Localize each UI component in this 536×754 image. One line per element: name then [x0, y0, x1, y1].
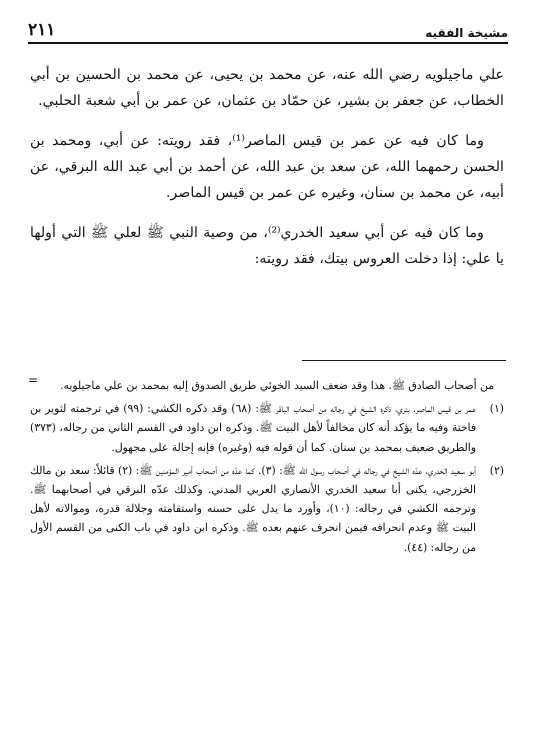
paragraph: وما كان فيه عن عمر بن قيس الماصر⁽¹⁾، فقد رويته: عن أبي، ومحمد بن الحسن رحمهما الله، عن سعد بن عبد الله، عن أحمد بن أبي عبد الله البرقي، عن أبيه، عن محمد بن سنان، وغيره عن عمر بن قيس الماصر. — [30, 133, 504, 201]
footnote-continuation: من أصحاب الصادق ﷺ. هذا وقد ضعف السيد الخوئي طريق الصدوق إليه بمحمد بن علي ماجيلويه. — [60, 379, 494, 392]
running-title: مشيخة الفقيه — [425, 26, 508, 40]
main-text — [30, 62, 504, 280]
footnotes — [30, 376, 504, 561]
footnote-number: (٢) — [489, 463, 504, 477]
page-number: ٢١١ — [28, 20, 56, 40]
footnote — [30, 461, 504, 557]
footnote-text: عمر بن قيس الماصر، بتري، ذكره الشيخ في رجاله من أصحاب الباقر ﷺ: (٦٨) وقد ذكره الكشي: (٩٩) في ترجمته لثوير بن فاختة وفيه ما يؤكد أنه كان مخالفاً لأهل البيت ﷺ. وذكره ابن داود في القسم الثاني من رجاله، (٣٧٣) والطريق ضعيف بمحمد بن سنان. كما أن قوله فيه (وغيره) فإنه إحالة على مجهول. — [30, 402, 477, 454]
paragraph: وما كان فيه عن أبي سعيد الخدري⁽²⁾، من وصية النبي ﷺ لعلي ﷺ التي أولها يا علي: إذا دخلت العروس بيتك، فقد رويته: — [30, 225, 504, 267]
paragraph: علي ماجيلويه رضي الله عنه، عن محمد بن يحيى، عن محمد بن الحسين بن أبي الخطاب، عن جعفر بن بشير، عن حمّاد بن عثمان، عن عمر بن أبي شعبة الحلبي. — [30, 67, 504, 109]
footnote-divider — [302, 360, 506, 361]
footnote — [30, 399, 504, 457]
continuation-marker: = — [28, 373, 39, 387]
footnote-text: أبو سعيد الخدري، عدّه الشيخ في رجاله في أصحاب رسول الله ﷺ: (٣). كما عدّه من أصحاب أمير المؤمنين ﷺ: (٢) قائلاً: سعد بن مالك الخزرجي، يكنى أبا سعيد الخدري الأنصاري العربي المدني. وكذلك عدّه البرقي في أصحابهما ﷺ. وترجمه الكشي في رجاله: (١٠)، وأورد ما يدل على حسنه واستقامته وجلالة قدره، وموالاته لأهل البيت ﷺ وعدم انحرافه فيمن انحرف عنهم بعده ﷺ. وذكره ابن داود في باب الكنى من القسم الأول من رجاله: (٤٤). — [30, 463, 476, 554]
footnote-number: (١) — [489, 402, 505, 416]
page-header — [28, 14, 508, 44]
